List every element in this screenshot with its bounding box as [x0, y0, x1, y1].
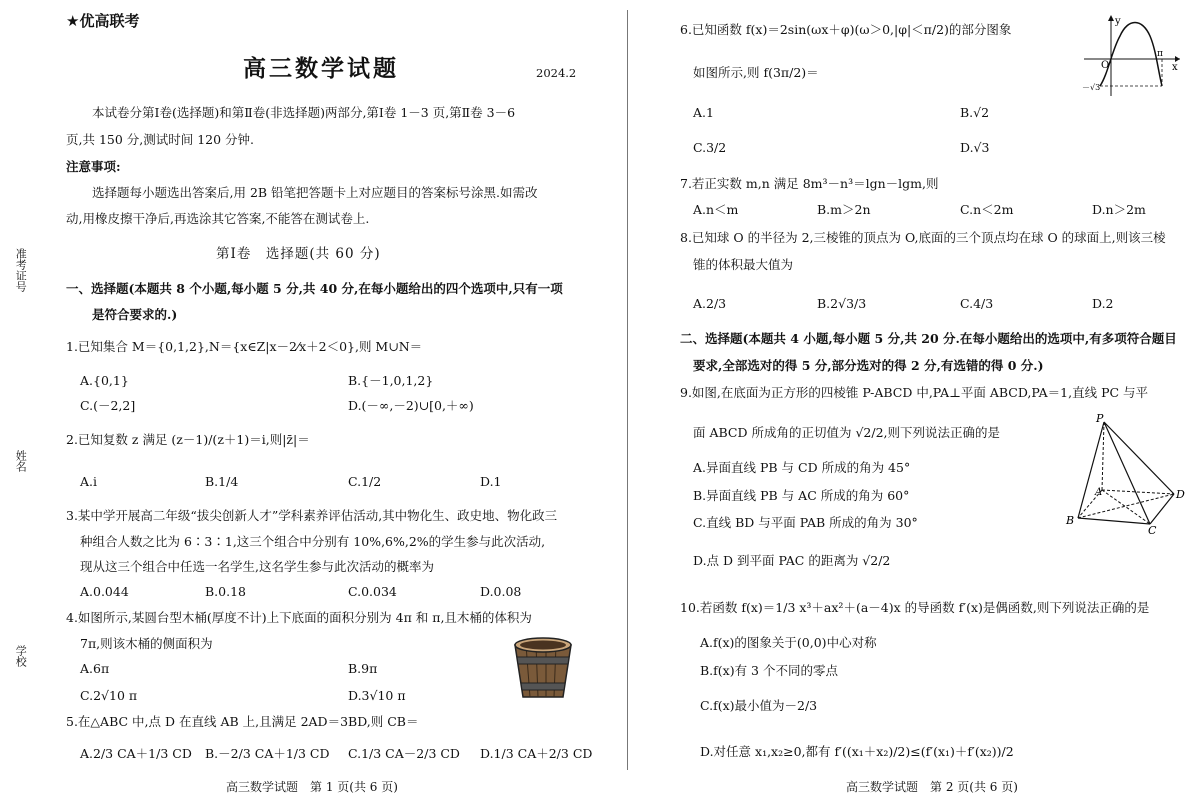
q6-graph-origin: O: [1101, 60, 1110, 71]
q10-option-b: B.f(x)有 3 个不同的零点: [700, 663, 838, 678]
q3-option-a: A.0.044: [80, 584, 129, 599]
q7-option-a: A.n＜m: [693, 202, 739, 217]
intro-line-2: 页,共 150 分,测试时间 120 分钟.: [66, 132, 255, 147]
intro-line-1: 本试卷分第Ⅰ卷(选择题)和第Ⅱ卷(非选择题)两部分,第Ⅰ卷 1－3 页,第Ⅱ卷 3－6: [92, 105, 516, 120]
q3-option-b: B.0.18: [205, 584, 246, 599]
q8-option-d: D.2: [1092, 296, 1114, 311]
footer-right: 高三数学试题 第 2 页(共 6 页): [846, 780, 1018, 794]
q6-line-2: 如图所示,则 f(3π/2)＝: [693, 65, 819, 80]
q3-line-2: 种组合人数之比为 6∶3∶1,这三个组合中分别有 10%,6%,2%的学生参与此次活动,: [80, 534, 546, 549]
notice-line-1: 选择题每小题选出答案后,用 2B 铅笔把答题卡上对应题目的答案标号涂黑.如需改: [92, 185, 538, 200]
notice-title: 注意事项:: [66, 159, 121, 174]
q2-option-c: C.1/2: [348, 474, 382, 489]
q2-option-a: A.i: [80, 474, 97, 489]
q1-stem: 1.已知集合 M＝{0,1,2},N＝{x∈Z|x－2⁄x＋2＜0},则 M∪N＝: [66, 339, 423, 354]
q8-line-1: 8.已知球 O 的半径为 2,三棱锥的顶点为 O,底面的三个顶点均在球 O 的球面上,则该三棱: [680, 230, 1166, 245]
q4-option-a: A.6π: [80, 661, 110, 676]
q4-line-2: 7π,则该木桶的侧面积为: [80, 636, 213, 651]
section1-line-1: 一、选择题(本题共 8 个小题,每小题 5 分,共 40 分,在每小题给出的四个选项中,只有一项: [66, 281, 563, 296]
q4-option-c: C.2√10 π: [80, 688, 138, 703]
q5-option-c: C.1/3 CA－2/3 CD: [348, 746, 460, 761]
q3-line-3: 现从这三个组合中任选一名学生,这名学生参与此次活动的概率为: [80, 559, 434, 574]
q9-line-2: 面 ABCD 所成角的正切值为 √2/2,则下列说法正确的是: [693, 425, 1001, 440]
q3-option-d: D.0.08: [480, 584, 522, 599]
q9-label-a: A: [1095, 487, 1103, 498]
q8-line-2: 锥的体积最大值为: [693, 257, 794, 272]
exam-tag: ★优高联考: [66, 12, 140, 30]
q3-option-c: C.0.034: [348, 584, 397, 599]
q10-option-a: A.f(x)的图象关于(0,0)中心对称: [700, 635, 877, 650]
section2-line-2: 要求,全部选对的得 5 分,部分选对的得 2 分,有选错的得 0 分.): [693, 358, 1044, 373]
q7-stem: 7.若正实数 m,n 满足 8m³－n³＝lgn－lgm,则: [680, 176, 939, 191]
q1-option-b: B.{－1,0,1,2}: [348, 373, 434, 388]
q6-graph-x-label: x: [1172, 62, 1178, 73]
q1-option-a: A.{0,1}: [80, 373, 129, 388]
q10-stem: 10.若函数 f(x)＝1/3 x³＋ax²＋(a－4)x 的导函数 f′(x)是偶函数,则下列说法正确的是: [680, 600, 1150, 615]
q6-option-a: A.1: [693, 105, 714, 120]
part1-title: 第Ⅰ卷 选择题(共 60 分): [216, 246, 381, 262]
q6-option-b: B.√2: [960, 105, 990, 120]
q4-line-1: 4.如图所示,某圆台型木桶(厚度不计)上下底面的面积分别为 4π 和 π,且木桶的体积为: [66, 610, 532, 625]
school-label: 学校: [14, 645, 28, 667]
bucket-image: [512, 633, 574, 703]
q6-option-d: D.√3: [960, 140, 990, 155]
q5-option-d: D.1/3 CA＋2/3 CD: [480, 746, 593, 761]
exam-number-label: 准考证号: [14, 248, 28, 292]
q8-option-c: C.4/3: [960, 296, 994, 311]
q9-label-c: C: [1148, 524, 1157, 535]
q9-option-d: D.点 D 到平面 PAC 的距离为 √2/2: [693, 553, 891, 568]
q9-option-b: B.异面直线 PB 与 AC 所成的角为 60°: [693, 488, 910, 503]
name-label: 姓名: [14, 450, 28, 472]
q2-option-d: D.1: [480, 474, 502, 489]
q4-option-b: B.9π: [348, 661, 378, 676]
q2-stem: 2.已知复数 z 满足 (z－1)/(z＋1)＝i,则|z̄|＝: [66, 432, 310, 447]
q6-option-c: C.3/2: [693, 140, 727, 155]
q8-option-a: A.2/3: [693, 296, 727, 311]
q1-option-d: D.(－∞,－2)∪[0,＋∞): [348, 398, 474, 413]
q6-graph-y-label: y: [1115, 16, 1121, 27]
section2-line-1: 二、选择题(本题共 4 小题,每小题 5 分,共 20 分.在每小题给出的选项中,有多项符合题目: [680, 331, 1177, 346]
q6-line-1: 6.已知函数 f(x)＝2sin(ωx＋φ)(ω＞0,|φ|＜π/2)的部分图象: [680, 22, 1012, 37]
q9-pyramid-figure: [1062, 410, 1190, 535]
section1-line-2: 是符合要求的.): [92, 307, 178, 322]
page-divider: [627, 10, 628, 770]
q5-stem: 5.在△ABC 中,点 D 在直线 AB 上,且满足 2AD＝3BD,则 CB＝: [66, 714, 419, 729]
q7-option-d: D.n＞2m: [1092, 202, 1146, 217]
q4-option-d: D.3√10 π: [348, 688, 406, 703]
q10-option-d: D.对任意 x₁,x₂≥0,都有 f′((x₁＋x₂)/2)≤(f′(x₁)＋f′(x₂))/2: [700, 744, 1014, 759]
q3-line-1: 3.某中学开展高二年级“拔尖创新人才”学科素养评估活动,其中物化生、政史地、物化政三: [66, 508, 558, 523]
q7-option-b: B.m＞2n: [817, 202, 871, 217]
notice-line-2: 动,用橡皮擦干净后,再选涂其它答案,不能答在测试卷上.: [66, 211, 370, 226]
q6-graph-pi: π: [1157, 49, 1163, 59]
q10-option-c: C.f(x)最小值为－2/3: [700, 698, 818, 713]
q5-option-a: A.2/3 CA＋1/3 CD: [80, 746, 192, 761]
footer-left: 高三数学试题 第 1 页(共 6 页): [226, 780, 398, 794]
q7-option-c: C.n＜2m: [960, 202, 1014, 217]
q9-line-1: 9.如图,在底面为正方形的四棱锥 P-ABCD 中,PA⊥平面 ABCD,PA＝1,直线 PC 与平: [680, 385, 1149, 400]
q8-option-b: B.2√3/3: [817, 296, 867, 311]
q9-option-a: A.异面直线 PB 与 CD 所成的角为 45°: [693, 460, 911, 475]
q6-sine-graph: [1080, 10, 1185, 100]
q9-label-b: B: [1066, 514, 1075, 527]
q5-option-b: B.－2/3 CA＋1/3 CD: [205, 746, 330, 761]
q9-label-d: D: [1176, 488, 1185, 501]
q9-label-p: P: [1096, 412, 1104, 425]
q9-option-c: C.直线 BD 与平面 PAB 所成的角为 30°: [693, 515, 918, 530]
q1-option-c: C.(－2,2]: [80, 398, 136, 413]
page-title: 高三数学试题: [243, 55, 399, 82]
exam-date: 2024.2: [536, 66, 577, 80]
q2-option-b: B.1/4: [205, 474, 239, 489]
q6-graph-neg: －√3: [1082, 83, 1101, 92]
